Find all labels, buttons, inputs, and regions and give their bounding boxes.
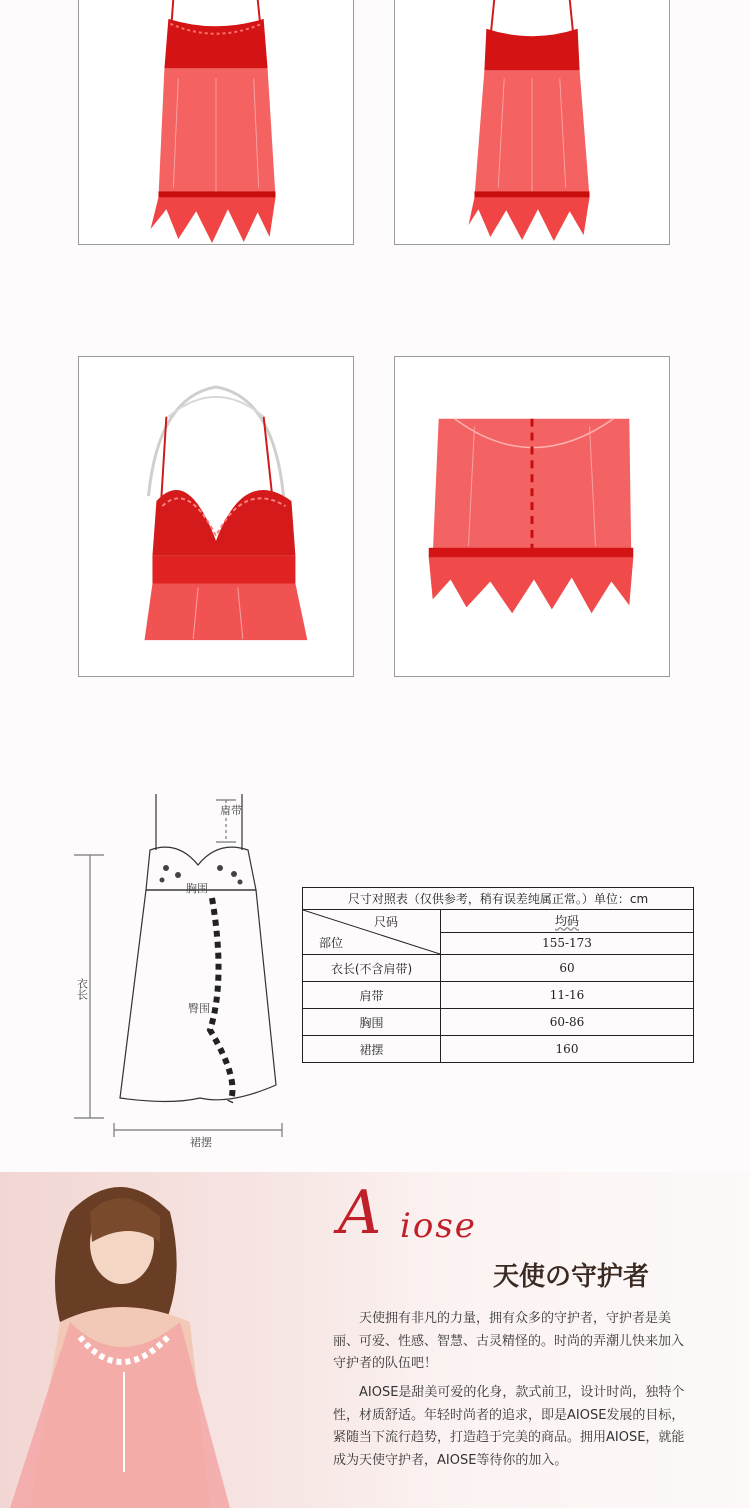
product-photo-front bbox=[78, 0, 354, 245]
table-row bbox=[303, 982, 694, 1009]
table-row bbox=[303, 1036, 694, 1063]
brand-logo-initial: A bbox=[338, 1178, 382, 1248]
table-row bbox=[303, 955, 694, 982]
row-value: 160 bbox=[441, 1036, 694, 1063]
red-lace-nightgown-front-photo bbox=[79, 0, 353, 244]
brand-paragraph-2: AIOSE是甜美可爱的化身，款式前卫，设计时尚，独特个性，材质舒适。年轻时尚者的追求，即是AIOSE发展的目标，紧随当下流行趋势，打造趋于完美的商品。拥用AIOSE，就能成为天使守护者，AIOSE等待你的加入。 bbox=[333, 1385, 685, 1469]
brand-slogan: 天使の守护者 bbox=[493, 1262, 650, 1292]
diagram-label-hip: 臀围 bbox=[188, 1002, 210, 1015]
product-photo-bodice bbox=[78, 356, 354, 677]
table-row bbox=[303, 1009, 694, 1036]
row-part: 肩带 bbox=[303, 982, 441, 1009]
size-chart-table bbox=[302, 887, 694, 1063]
size-range: 155-173 bbox=[441, 932, 694, 955]
size-name: 均码 bbox=[554, 914, 579, 929]
row-value: 11-16 bbox=[441, 982, 694, 1009]
row-value: 60 bbox=[441, 955, 694, 982]
row-part: 裙摆 bbox=[303, 1036, 441, 1063]
brand-logo-text: iose bbox=[400, 1206, 477, 1246]
row-part: 胸围 bbox=[303, 1009, 441, 1036]
brand-paragraph-1: 天使拥有非凡的力量，拥有众多的守护者，守护者是美丽、可爱、性感、智慧、古灵精怪的。时尚的弄潮儿快来加入守护者的队伍吧！ bbox=[333, 1311, 685, 1372]
size-diagram bbox=[60, 780, 300, 1160]
header-size-label: 尺码 bbox=[373, 915, 398, 929]
diagram-label-strap: 肩带 bbox=[220, 804, 242, 817]
red-mesh-hem-closeup-photo bbox=[395, 357, 669, 676]
size-chart-header-cell bbox=[303, 910, 441, 955]
row-part: 衣长(不含肩带) bbox=[303, 955, 441, 982]
size-chart-caption: 尺寸对照表（仅供参考，稍有误差纯属正常。）单位：cm bbox=[303, 888, 694, 910]
diagram-label-length: 衣长 bbox=[75, 978, 89, 1000]
row-value: 60-86 bbox=[441, 1009, 694, 1036]
model-in-pink-nightgown-photo bbox=[0, 1172, 330, 1508]
product-photo-back bbox=[394, 0, 670, 245]
diagram-label-bust: 胸围 bbox=[186, 882, 208, 895]
red-lace-bodice-closeup-photo bbox=[79, 357, 353, 676]
product-photo-hem bbox=[394, 356, 670, 677]
header-part-label: 部位 bbox=[319, 936, 344, 950]
red-lace-nightgown-back-photo bbox=[395, 0, 669, 244]
diagram-label-hem: 裙摆 bbox=[190, 1136, 212, 1149]
